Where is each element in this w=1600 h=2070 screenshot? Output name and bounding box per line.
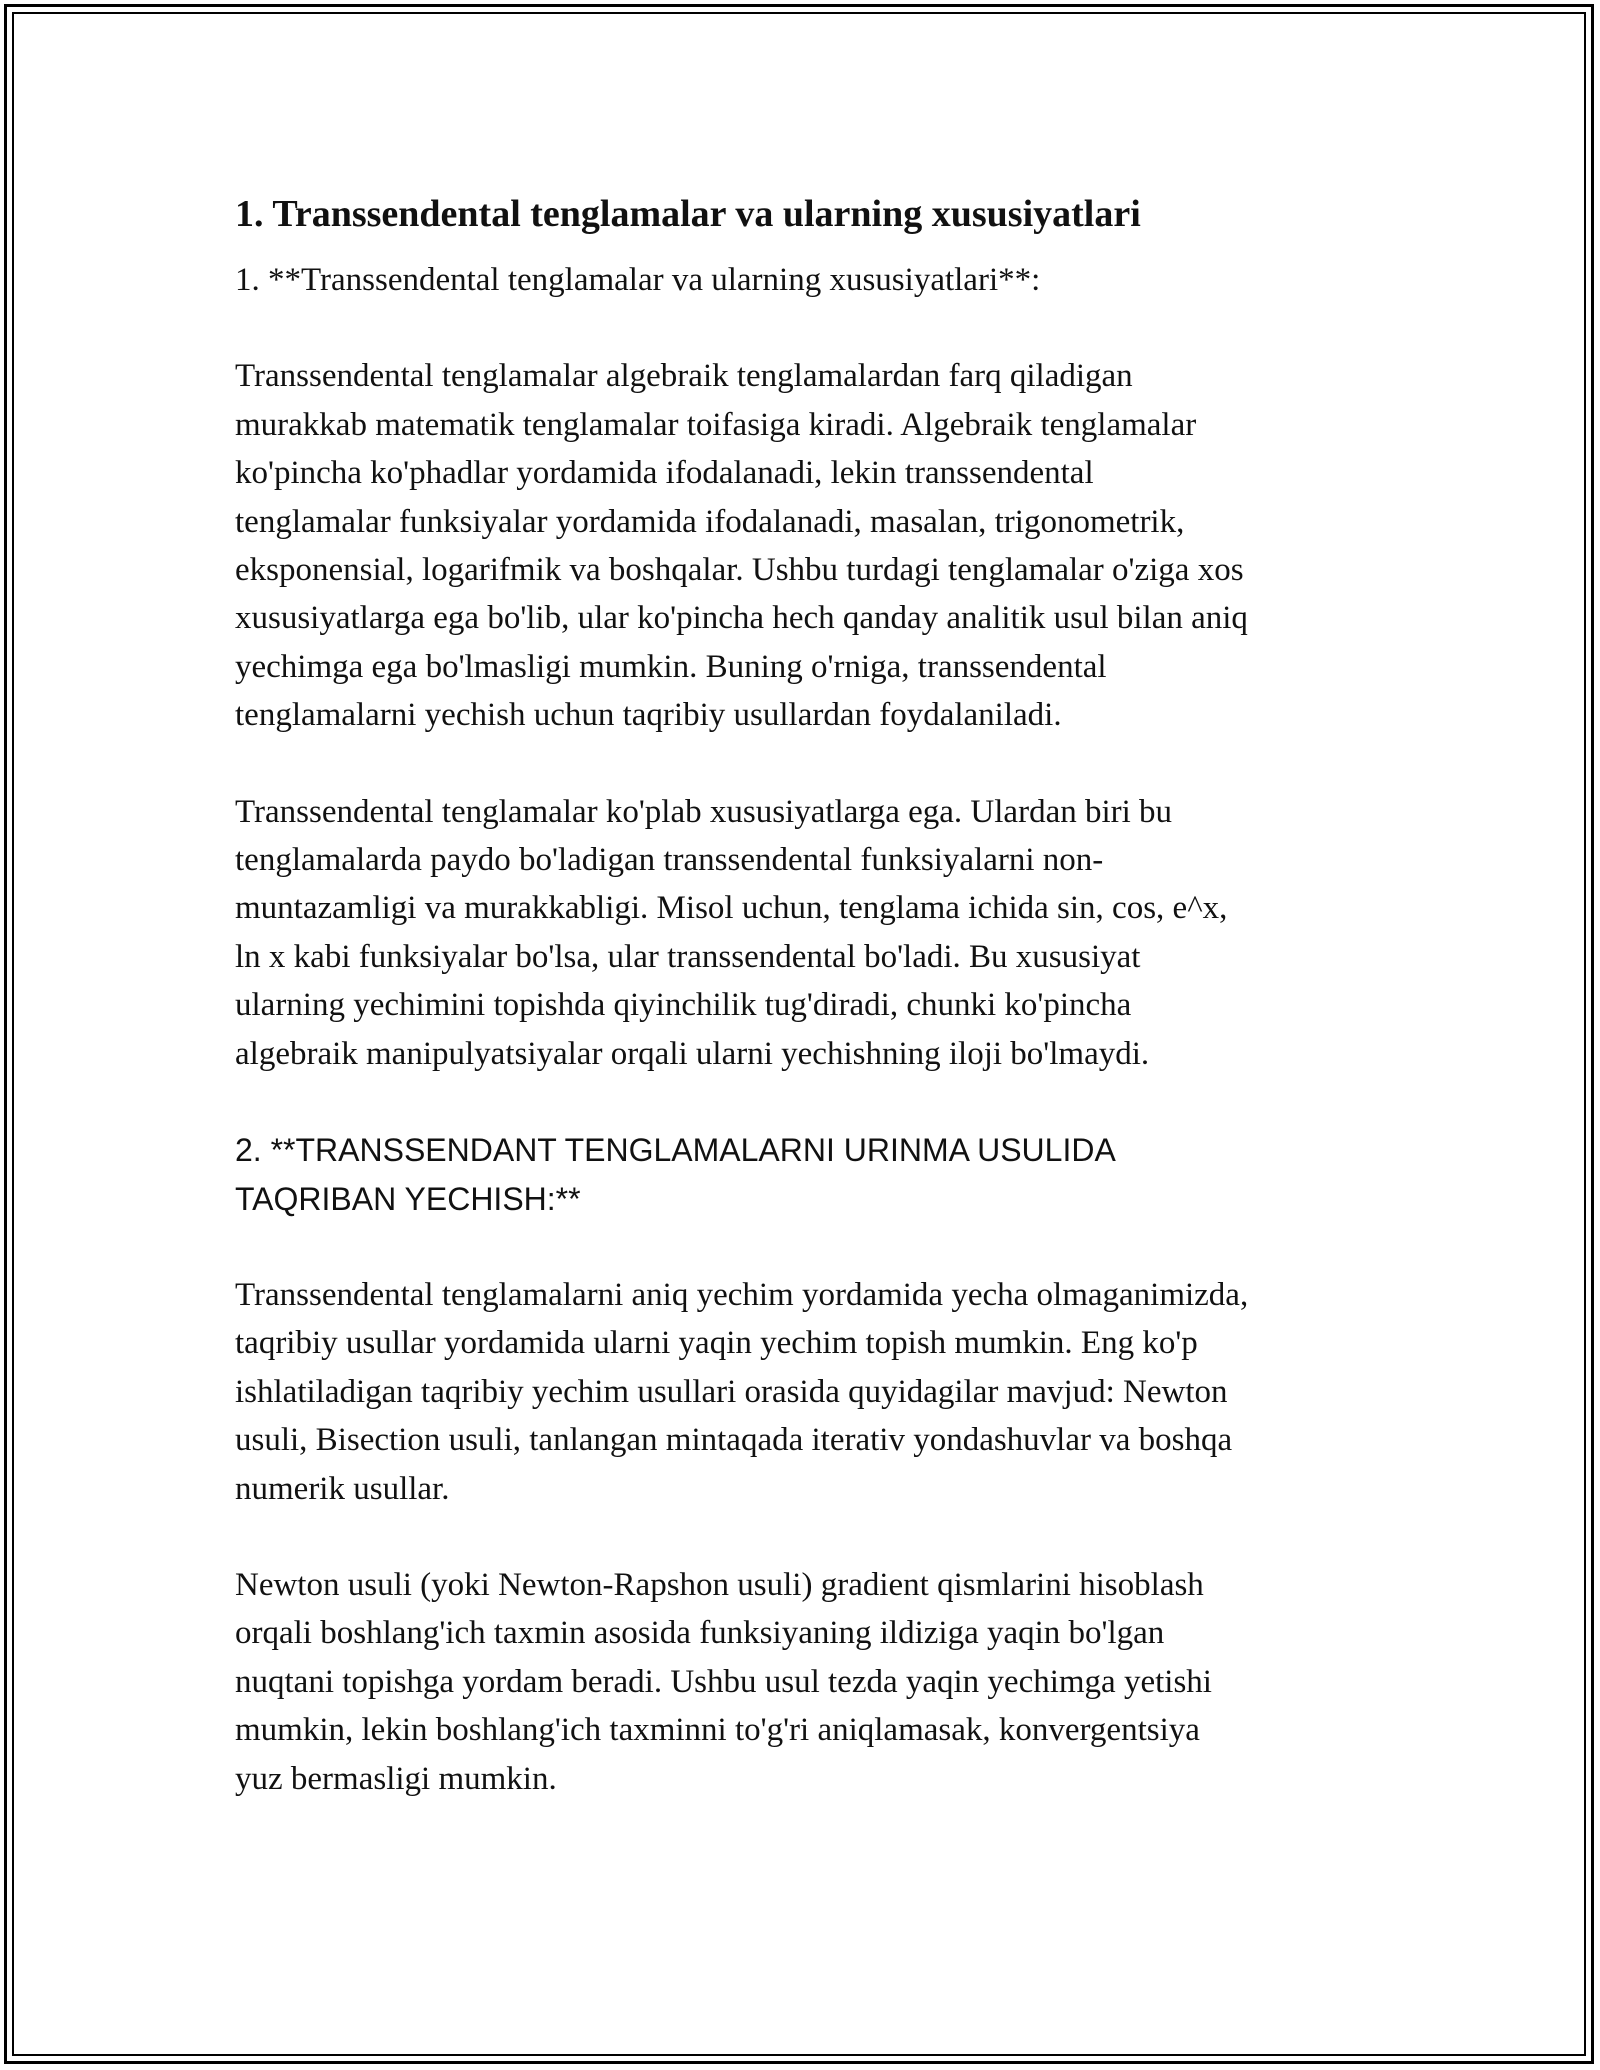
subheading-line: 1. **Transsendental tenglamalar va ularning xususiyatlari**:: [235, 262, 1041, 298]
subheading-line: 2. **TRANSSENDANT TENGLAMALARNI URINMA USULIDA: [235, 1132, 1116, 1169]
paragraph-line: muntazamligi va murakkabligi. Misol uchun, tenglama ichida sin, cos, e^x,: [235, 890, 1228, 927]
paragraph-line: Newton usuli (yoki Newton-Rapshon usuli) gradient qismlarini hisoblash: [235, 1566, 1204, 1603]
paragraph-line: nuqtani topishga yordam beradi. Ushbu usul tezda yaqin yechimga yetishi: [235, 1663, 1212, 1700]
paragraph-line: yechimga ega bo'lmasligi mumkin. Buning o'rniga, transsendental: [235, 648, 1107, 685]
paragraph-2: [235, 788, 1385, 1078]
paragraph-line: tenglamalarda paydo bo'ladigan transsendental funksiyalarni non-: [235, 842, 1104, 879]
paragraph-line: ishlatiladigan taqribiy yechim usullari orasida quyidagilar mavjud: Newton: [235, 1373, 1228, 1410]
section-subheading-1: [235, 256, 1385, 304]
paragraph-line: Transsendental tenglamalar ko'plab xususiyatlarga ega. Ulardan biri bu: [235, 793, 1173, 830]
paragraph-line: tenglamalarni yechish uchun taqribiy usullardan foydalaniladi.: [235, 697, 1062, 734]
page-title: 1. Transsendental tenglamalar va ularning xususiyatlari: [235, 193, 1141, 235]
paragraph-line: yuz bermasligi mumkin.: [235, 1760, 557, 1797]
paragraph-line: orqali boshlang'ich taxmin asosida funksiyaning ildiziga yaqin bo'lgan: [235, 1615, 1165, 1652]
paragraph-line: algebraik manipulyatsiyalar orqali ularni yechishning iloji bo'lmaydi.: [235, 1035, 1150, 1072]
paragraph-line: numerik usullar.: [235, 1470, 450, 1507]
paragraph-3: [235, 1271, 1385, 1513]
paragraph-line: taqribiy usullar yordamida ularni yaqin yechim topish mumkin. Eng ko'p: [235, 1325, 1198, 1362]
subheading-line: TAQRIBAN YECHISH:**: [235, 1180, 581, 1217]
paragraph-4: [235, 1561, 1385, 1803]
paragraph-line: xususiyatlarga ega bo'lib, ular ko'pincha hech qanday analitik usul bilan aniq: [235, 600, 1248, 637]
paragraph-1: [235, 352, 1385, 739]
paragraph-line: usuli, Bisection usuli, tanlangan mintaqada iterativ yondashuvlar va boshqa: [235, 1422, 1233, 1459]
paragraph-line: ko'pincha ko'phadlar yordamida ifodalanadi, lekin transsendental: [235, 455, 1094, 492]
document-body: [235, 188, 1385, 1803]
paragraph-line: ln x kabi funksiyalar bo'lsa, ular transsendental bo'ladi. Bu xususiyat: [235, 938, 1141, 975]
paragraph-line: Transsendental tenglamalar algebraik tenglamalardan farq qiladigan: [235, 358, 1133, 395]
paragraph-line: murakkab matematik tenglamalar toifasiga kiradi. Algebraik tenglamalar: [235, 406, 1197, 443]
paragraph-line: Transsendental tenglamalarni aniq yechim yordamida yecha olmaganimizda,: [235, 1276, 1249, 1313]
section-subheading-2: [235, 1126, 1385, 1223]
paragraph-line: ularning yechimini topishda qiyinchilik tug'diradi, chunki ko'pincha: [235, 987, 1132, 1024]
paragraph-line: mumkin, lekin boshlang'ich taxminni to'g'ri aniqlamasak, konvergentsiya: [235, 1712, 1200, 1749]
paragraph-line: eksponensial, logarifmik va boshqalar. Ushbu turdagi tenglamalar o'ziga xos: [235, 552, 1244, 589]
paragraph-line: tenglamalar funksiyalar yordamida ifodalanadi, masalan, trigonometrik,: [235, 503, 1185, 540]
